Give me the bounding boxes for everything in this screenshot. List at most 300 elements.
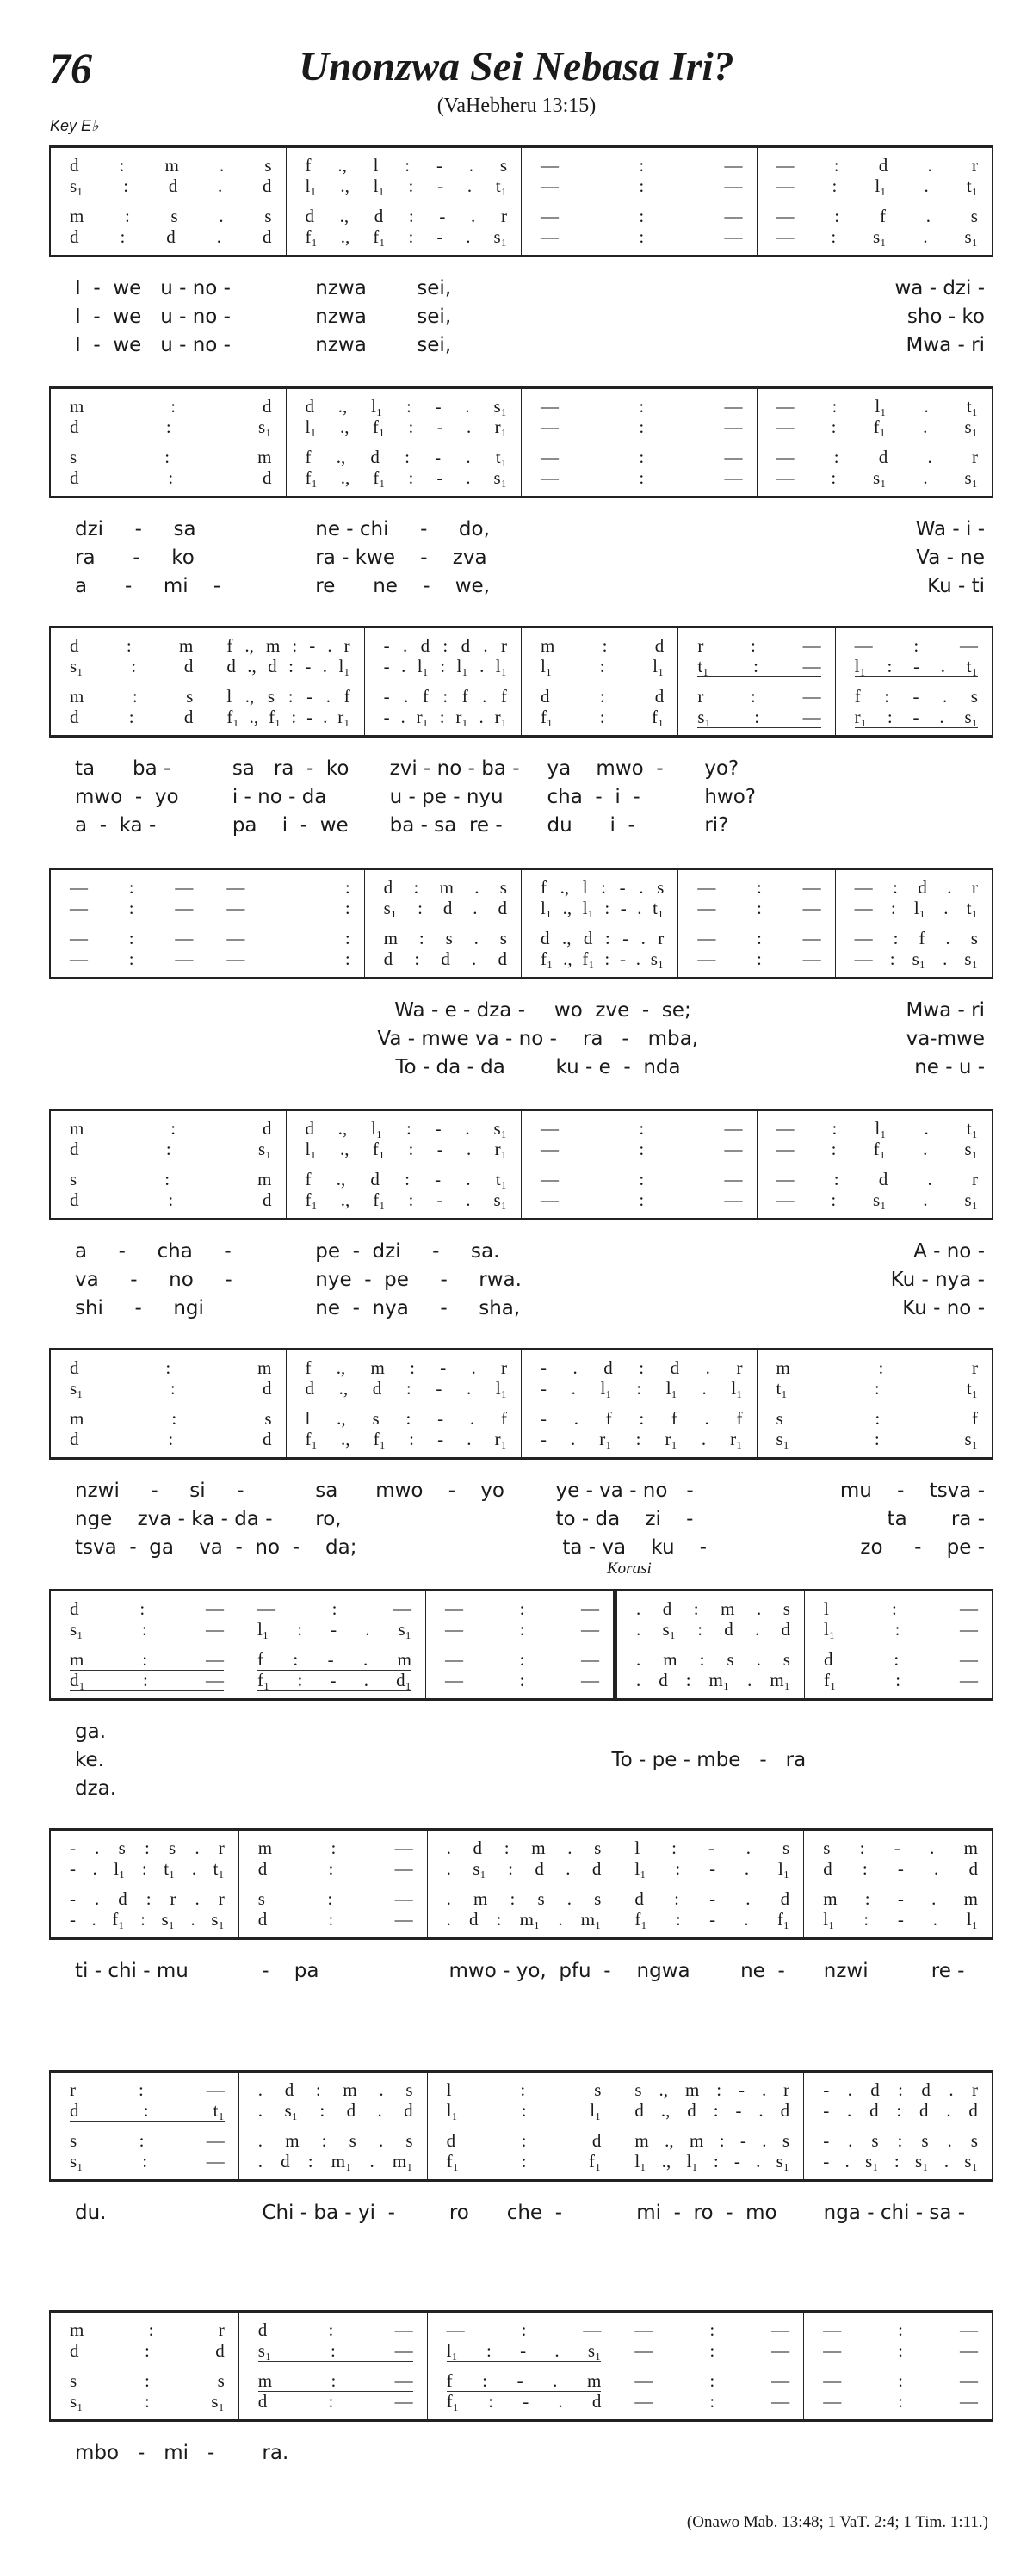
alto-notes [258,2340,413,2362]
lyric-segment: I - we u - no - [75,306,231,328]
lyric-segment [530,1294,770,1323]
soprano-notes [70,2320,225,2340]
lyric-segment [49,1025,201,1053]
lyric-segment: ta ra - [887,1508,985,1530]
measure [286,1111,522,1218]
note-token: d [591,2130,602,2151]
note-token: d [473,1838,483,1858]
note-token: l₁ [966,1909,978,1930]
note-token: d [383,948,393,969]
note-token: : [439,707,445,727]
note-token: : [639,1118,645,1139]
lyrics [49,997,993,1082]
note-token: s [70,1169,77,1189]
bass-notes [541,226,743,247]
note-token: . [466,467,471,488]
lyric-segment [530,275,770,303]
alto-notes [824,1619,978,1640]
note-token: — [541,1139,559,1159]
measure [51,389,286,496]
note-token: s [537,1888,545,1909]
note-token: — [959,635,978,656]
alto-notes [776,1378,979,1399]
note-token: : [328,2391,334,2412]
alto-notes [445,1619,599,1640]
note-token: . [745,1888,751,1909]
note-token: d [262,226,272,247]
chorus-label: Korasi [607,1560,652,1578]
note-token: . [848,2130,853,2151]
note-token: — [724,1169,743,1189]
note-token: s [823,1838,831,1858]
note-token: l₁ [495,1378,507,1399]
note-token: s₁ [964,2151,978,2171]
bass-notes [541,948,664,969]
soprano-notes [70,2079,225,2100]
note-token: t₁ [966,396,978,417]
tenor-notes [70,2370,225,2391]
note-token: : [639,176,645,196]
note-token: s₁ [587,2340,602,2361]
note-token: — [257,1598,275,1619]
music-system [49,145,993,360]
note-token: : [639,1357,645,1378]
note-token: : [709,2340,715,2361]
note-token: . [468,155,473,176]
note-token: : [832,396,838,417]
note-token: : [144,2340,150,2361]
note-token: — [959,2340,978,2361]
note-token: s [782,1598,790,1619]
note-token: — [226,877,245,898]
lyric-segment: hwo? [704,786,756,808]
note-token: . [465,396,470,417]
soprano-notes [70,155,272,176]
note-token: s₁ [493,1118,507,1139]
tenor-notes [824,1649,978,1670]
music-system [49,1348,993,1562]
alto-notes [257,1619,411,1640]
note-token: d [370,447,380,467]
lyric-segment: wa - dzi - [894,277,985,300]
alto-notes [636,1619,790,1640]
note-token: — [854,948,873,969]
note-token: : [170,396,176,417]
note-token: : [521,2320,527,2340]
note-token: r₁ [494,1429,507,1449]
measure [51,2313,238,2419]
note-token: — [541,447,559,467]
note-token: r₁ [337,707,350,727]
note-token: . [701,1429,707,1449]
note-token: : [894,1649,900,1670]
note-token: . [474,877,479,898]
note-token: : [125,206,130,226]
note-token: : [887,707,893,727]
note-token: : [131,656,137,676]
note-token: d [535,1858,544,1879]
note-token: . [257,2130,263,2151]
hymn-number: 76 [49,44,92,92]
note-token: : [344,948,350,969]
note-token: — [823,2340,842,2361]
alto-notes [447,1858,602,1879]
note-token: l₁ [778,1858,790,1879]
note-token: m [663,1649,677,1670]
note-token: s [372,1408,380,1429]
note-token: : [713,2100,719,2121]
note-token: : [639,396,645,417]
note-token: s₁ [284,2100,298,2121]
soprano-notes [306,396,508,417]
note-token: — [634,2320,653,2340]
note-token: : [288,656,294,676]
note-token: s [168,1838,176,1858]
note-token: d [420,635,430,656]
measure [286,1350,522,1457]
note-token: : [709,2320,715,2340]
note-token: m [70,1649,84,1670]
note-token: s [782,1838,790,1858]
note-token: . [257,2100,263,2121]
note-token: . [446,1838,451,1858]
tenor-notes [541,928,664,948]
note-token: : [409,1429,414,1449]
lyric-line [49,1053,993,1082]
note-token: : [751,635,756,656]
note-token: : [671,1838,677,1858]
note-token: . [257,2151,263,2171]
bass-notes [634,2151,789,2171]
lyric-line [49,303,993,331]
note-token: l [446,2079,452,2100]
lyric-line [49,1746,993,1775]
note-token: ., [337,1118,348,1139]
note-token: - [823,2130,830,2151]
lyric-segment: ne - chi - do, [315,518,490,541]
note-token: : [132,686,138,707]
note-token: : [164,1169,170,1189]
note-token: . [467,176,473,196]
soprano-notes [776,155,979,176]
note-token: r₁ [730,1429,743,1449]
note-token: l₁ [257,1619,269,1640]
note-token: - [913,656,920,676]
note-token: : [440,656,446,676]
note-token: d [305,1118,314,1139]
note-token: - [70,1888,76,1909]
lyric-line [49,1025,993,1053]
note-token: . [762,2130,767,2151]
note-token: s₁ [964,707,978,727]
note-token: f [422,686,429,707]
soprano-notes [70,635,193,656]
note-token: . [931,1888,937,1909]
note-token: ., [340,226,350,247]
note-token: — [776,206,795,226]
note-token: : [331,2370,337,2391]
lyric-line [49,1534,993,1562]
measure [51,1831,238,1937]
note-token: s₁ [493,396,507,417]
solfa-staff [49,1589,993,1701]
tenor-notes [823,2130,978,2151]
music-system [49,2070,993,2227]
note-token: . [190,1909,195,1930]
note-token: s₁ [964,1429,978,1449]
note-token: . [930,1838,935,1858]
tenor-notes [257,1649,411,1671]
note-token: r [783,2079,790,2100]
note-token: d [305,1378,314,1399]
solfa-staff [49,626,993,738]
note-token: : [144,1838,150,1858]
note-token: m [265,635,281,656]
note-token: . [191,1858,197,1879]
lyric-segment: ro che - [448,2202,562,2224]
note-token: : [697,1619,703,1640]
music-system [49,386,993,601]
solfa-staff [49,386,993,498]
note-token: d [263,1189,272,1210]
note-token: - [305,656,312,676]
note-token: f₁ [651,707,665,727]
tenor-notes [384,686,507,707]
note-token: m₁ [708,1670,730,1690]
note-token: — [959,2391,978,2412]
note-token: s₁ [912,948,926,969]
measure [613,1591,804,1698]
note-token: t₁ [966,176,978,196]
note-token: m [70,2320,84,2340]
note-token: . [940,656,946,676]
measure [835,870,992,977]
note-token: — [823,2391,842,2412]
note-token: : [832,176,838,196]
note-token: ., [340,176,349,196]
note-token: . [947,2130,952,2151]
note-token: — [802,928,821,948]
note-token: d [870,2079,880,2100]
note-token: : [327,1888,333,1909]
note-token: f [257,1649,263,1670]
note-token: : [604,928,610,948]
lyric-segment: nzwa sei, [315,334,452,356]
note-token: . [95,1838,100,1858]
alto-notes [306,1139,508,1159]
note-token: : [328,1858,334,1879]
note-token: : [315,2079,321,2100]
note-token: . [744,1909,749,1930]
note-token: : [896,2100,902,2121]
note-token: — [771,2370,790,2391]
note-token: d₁ [396,1670,411,1690]
note-token: — [70,898,88,918]
tenor-notes [70,1169,272,1189]
alto-notes [70,1858,225,1879]
note-token: . [322,656,328,676]
note-token: : [834,206,840,226]
note-token: m [343,2079,357,2100]
lyrics [49,1957,993,1986]
note-token: r [218,2320,225,2340]
note-token: . [744,1858,750,1879]
note-token: l₁ [456,656,468,676]
note-token: — [697,928,716,948]
note-token: l₁ [854,656,866,676]
note-token: - [383,707,390,727]
soprano-notes [306,1118,508,1139]
lyric-segment [806,1746,993,1775]
note-token: s [267,686,275,707]
lyric-segment [49,997,209,1025]
note-token: — [697,898,716,918]
note-token: - [436,417,443,437]
note-token: s₁ [70,1619,84,1640]
note-token: . [216,226,221,247]
note-token: r₁ [494,1139,507,1159]
tenor-notes [306,206,508,226]
hymn-title: Unonzwa Sei Nebasa Iri? [299,44,734,90]
note-token: — [175,948,194,969]
note-token: - [435,1118,442,1139]
note-token: - [739,2079,745,2100]
note-token: ., [336,1169,346,1189]
note-token: . [467,1429,472,1449]
bass-notes [70,1670,224,1691]
lyric-segment: nzwi - si - [75,1480,244,1502]
lyric-segment: Chi - ba - yi - [262,2202,395,2224]
note-token: l₁ [371,1118,383,1139]
alto-notes [697,898,820,918]
note-token: : [639,1139,645,1159]
note-token: f₁ [776,1909,790,1930]
note-token: s [970,928,978,948]
note-token: — [959,2320,978,2340]
lyric-line [49,1238,993,1266]
note-token: s [594,1838,602,1858]
note-token: m₁ [331,2151,352,2171]
note-token: : [519,1649,525,1670]
note-token: . [369,2151,374,2171]
note-token: : [142,2151,148,2171]
note-token: s [70,447,77,467]
alto-notes [447,2100,602,2121]
soprano-notes [445,1598,599,1619]
note-token: : [892,1598,897,1619]
note-token: f [305,1169,312,1189]
note-token: d [226,656,236,676]
lyric-segment: ga. [75,1720,107,1743]
footer-references: (Onawo Mab. 13:48; 1 VaT. 2:4; 1 Tim. 1:11.) [686,2513,988,2531]
soprano-notes [258,1838,413,1858]
tenor-notes [634,2130,789,2151]
note-token: : [862,1858,868,1879]
note-token: l₁ [634,2151,646,2171]
note-token: : [170,1378,176,1399]
note-token: : [636,1378,642,1399]
note-token: . [219,155,225,176]
note-token: t₁ [495,447,507,467]
note-token: . [636,1649,641,1670]
note-token: l₁ [446,2100,458,2121]
lyric-segment: ku - e - nda [555,1056,681,1078]
lyric-segment: ra - mba, [582,1028,699,1050]
note-token: f₁ [540,948,554,969]
solfa-staff [49,145,993,257]
note-token: : [639,1189,645,1210]
lyric-segment: nzwa sei, [315,277,452,300]
lyric-segment: cha - i - [547,786,640,808]
note-token: : [709,2370,715,2391]
lyric-segment: wo zve - se; [554,999,691,1022]
note-token: l₁ [731,1378,743,1399]
note-token: d [603,1357,613,1378]
note-token: f₁ [305,226,318,247]
measure [207,628,363,735]
note-token: d [441,948,450,969]
note-token: — [394,2340,413,2361]
note-token: s₁ [964,948,978,969]
lyric-segment [407,1746,586,1775]
note-token: . [323,707,328,727]
bass-notes [823,1909,978,1930]
note-token: ., [249,707,259,727]
note-token: r [971,1169,978,1189]
soprano-notes [447,2079,602,2100]
lyric-segment [530,544,770,572]
note-token: l₁ [875,396,887,417]
tenor-notes [541,1169,743,1189]
note-token: — [776,176,795,196]
note-token: ., [340,467,350,488]
solfa-staff [49,868,993,979]
note-token: — [697,877,716,898]
alto-notes [70,2340,225,2361]
soprano-notes [697,877,820,898]
lyric-line [49,516,993,544]
note-token: m [178,635,194,656]
note-token: : [757,928,762,948]
note-token: — [541,206,559,226]
note-token: - [823,2151,830,2171]
note-token: : [898,2391,903,2412]
note-token: : [143,2100,149,2121]
note-token: l₁ [371,396,383,417]
note-token: d [634,1888,644,1909]
note-token: ., [665,2130,674,2151]
note-token: — [206,2151,225,2171]
note-token: d [215,2340,225,2361]
note-token: : [408,176,414,196]
bass-notes [447,2151,602,2171]
bass-notes [541,1189,743,1210]
bass-notes [70,467,272,488]
note-token: m [963,1838,978,1858]
note-token: . [942,686,948,707]
note-token: — [394,1888,413,1909]
note-token: : [408,467,414,488]
note-token: s₁ [398,1619,411,1640]
note-token: . [847,2079,852,2100]
note-token: d [591,2391,602,2412]
bass-notes [445,1670,599,1690]
note-token: — [959,2370,978,2391]
note-token: . [479,656,485,676]
note-token: . [566,1858,571,1879]
solfa-staff [49,2070,993,2182]
bass-notes [258,2391,413,2412]
